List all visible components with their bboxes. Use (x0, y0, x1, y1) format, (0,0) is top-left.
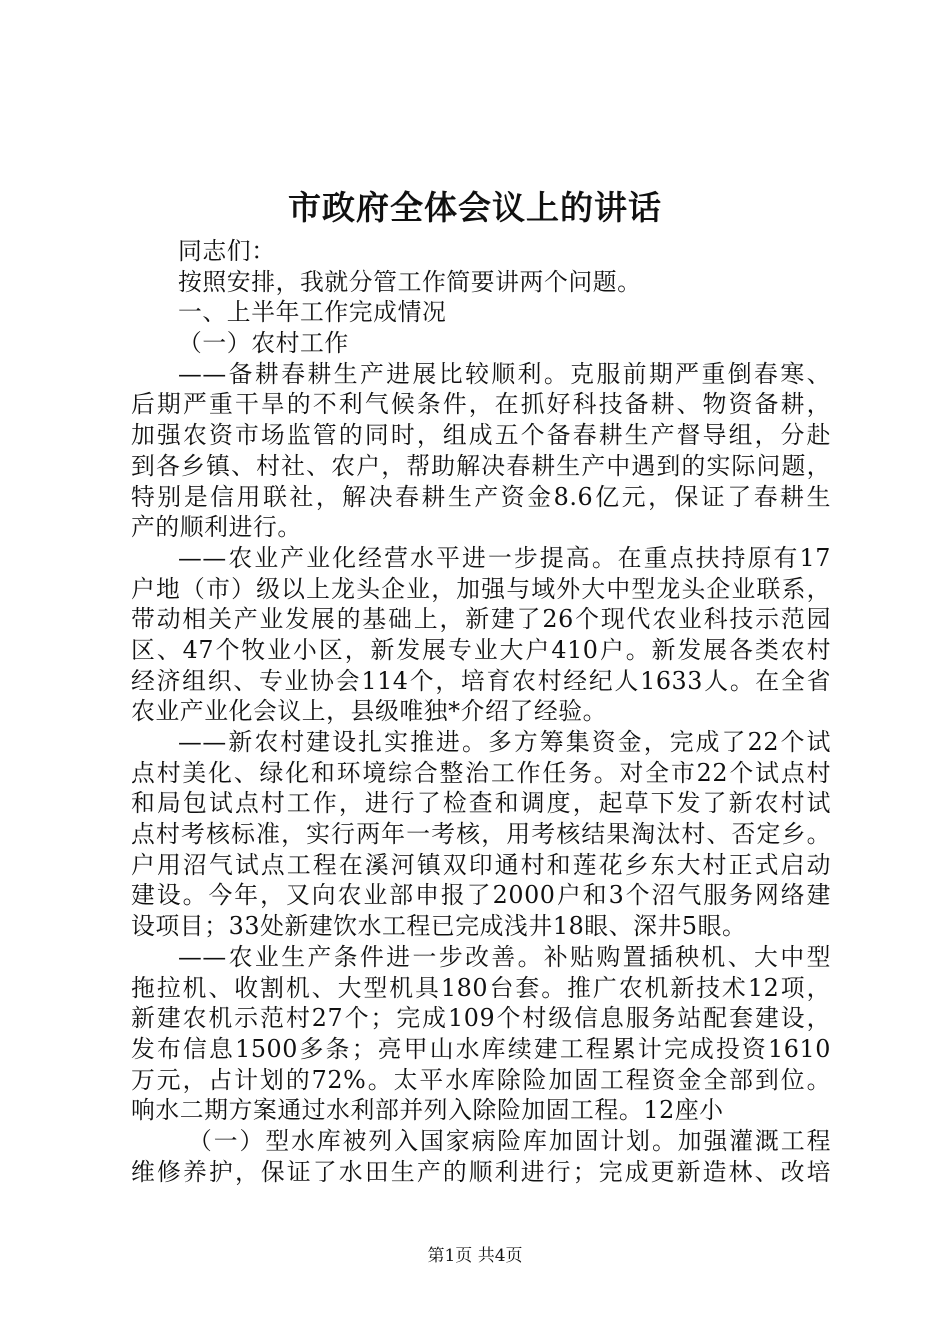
paragraph-line: 维修养护，保证了水田生产的顺利进行；完成更新造林、改培 (131, 1157, 831, 1186)
paragraph-line: 产的顺利进行。 (131, 513, 302, 542)
paragraph-line: ——农业生产条件进一步改善。补贴购置插秧机、大中型 (178, 942, 831, 971)
paragraph-line: 特别是信用联社，解决春耕生产资金8.6亿元，保证了春耕生 (131, 482, 831, 511)
paragraph-line: 户地（市）级以上龙头企业，加强与域外大中型龙头企业联系， (131, 574, 831, 603)
document-title: 市政府全体会议上的讲话 (288, 188, 662, 227)
paragraph-line: 区、47个牧业小区，新发展专业大户410户。新发展各类农村 (131, 635, 831, 664)
paragraph-line: 建设。今年，又向农业部申报了2000户和3个沼气服务网络建 (131, 881, 831, 910)
paragraph-line: 发布信息1500多条；亮甲山水库续建工程累计完成投资1610 (131, 1034, 831, 1063)
paragraph-line: 带动相关产业发展的基础上，新建了26个现代农业科技示范园 (131, 605, 831, 634)
paragraph-line: 后期严重干旱的不利气候条件，在抓好科技备耕、物资备耕， (131, 390, 831, 419)
document-body (131, 236, 831, 1187)
paragraph-line: ——备耕春耕生产进展比较顺利。克服前期严重倒春寒、 (178, 359, 831, 388)
paragraph-line: 加强农资市场监管的同时，组成五个备春耕生产督导组，分赴 (131, 421, 831, 450)
paragraph-line: ——农业产业化经营水平进一步提高。在重点扶持原有17 (178, 543, 831, 572)
paragraph-line: ——新农村建设扎实推进。多方筹集资金，完成了22个试 (178, 728, 831, 756)
paragraph-line: 点村美化、绿化和环境综合整治工作任务。对全市22个试点村 (131, 758, 831, 787)
paragraph-line: （一）型水库被列入国家病险库加固计划。加强灌溉工程 (188, 1126, 831, 1155)
section-heading: 一、上半年工作完成情况 (178, 298, 447, 327)
paragraph-line: 万元，占计划的72%。太平水库除险加固工程资金全部到位。 (131, 1065, 831, 1094)
paragraph-line: 设项目；33处新建饮水工程已完成浅井18眼、深井5眼。 (131, 912, 747, 941)
subsection-heading: （一）农村工作 (178, 329, 349, 358)
paragraph-line: 农业产业化会议上，县级唯独*介绍了经验。 (131, 697, 608, 726)
paragraph-line: 拖拉机、收割机、大型机具180台套。推广农机新技术12项， (131, 973, 831, 1002)
paragraph-line: 到各乡镇、村社、农户，帮助解决春耕生产中遇到的实际问题， (131, 451, 831, 480)
paragraph-line: 点村考核标准，实行两年一考核，用考核结果淘汰村、否定乡。 (131, 820, 831, 849)
paragraph-line: 和局包试点村工作，进行了检查和调度，起草下发了新农村试 (131, 789, 831, 818)
salutation: 同志们： (178, 237, 276, 265)
paragraph-line: 经济组织、专业协会114个，培育农村经纪人1633人。在全省 (131, 666, 831, 695)
page-number-footer: 第1页 共4页 (427, 1246, 523, 1266)
paragraph-line: 户用沼气试点工程在溪河镇双印通村和莲花乡东大村正式启动 (131, 850, 831, 879)
paragraph-line: 响水二期方案通过水利部并列入除险加固工程。12座小 (131, 1096, 724, 1125)
paragraph-line: 新建农机示范村27个；完成109个村级信息服务站配套建设， (131, 1004, 831, 1033)
paragraph-line: 按照安排，我就分管工作简要讲两个问题。 (178, 267, 642, 296)
